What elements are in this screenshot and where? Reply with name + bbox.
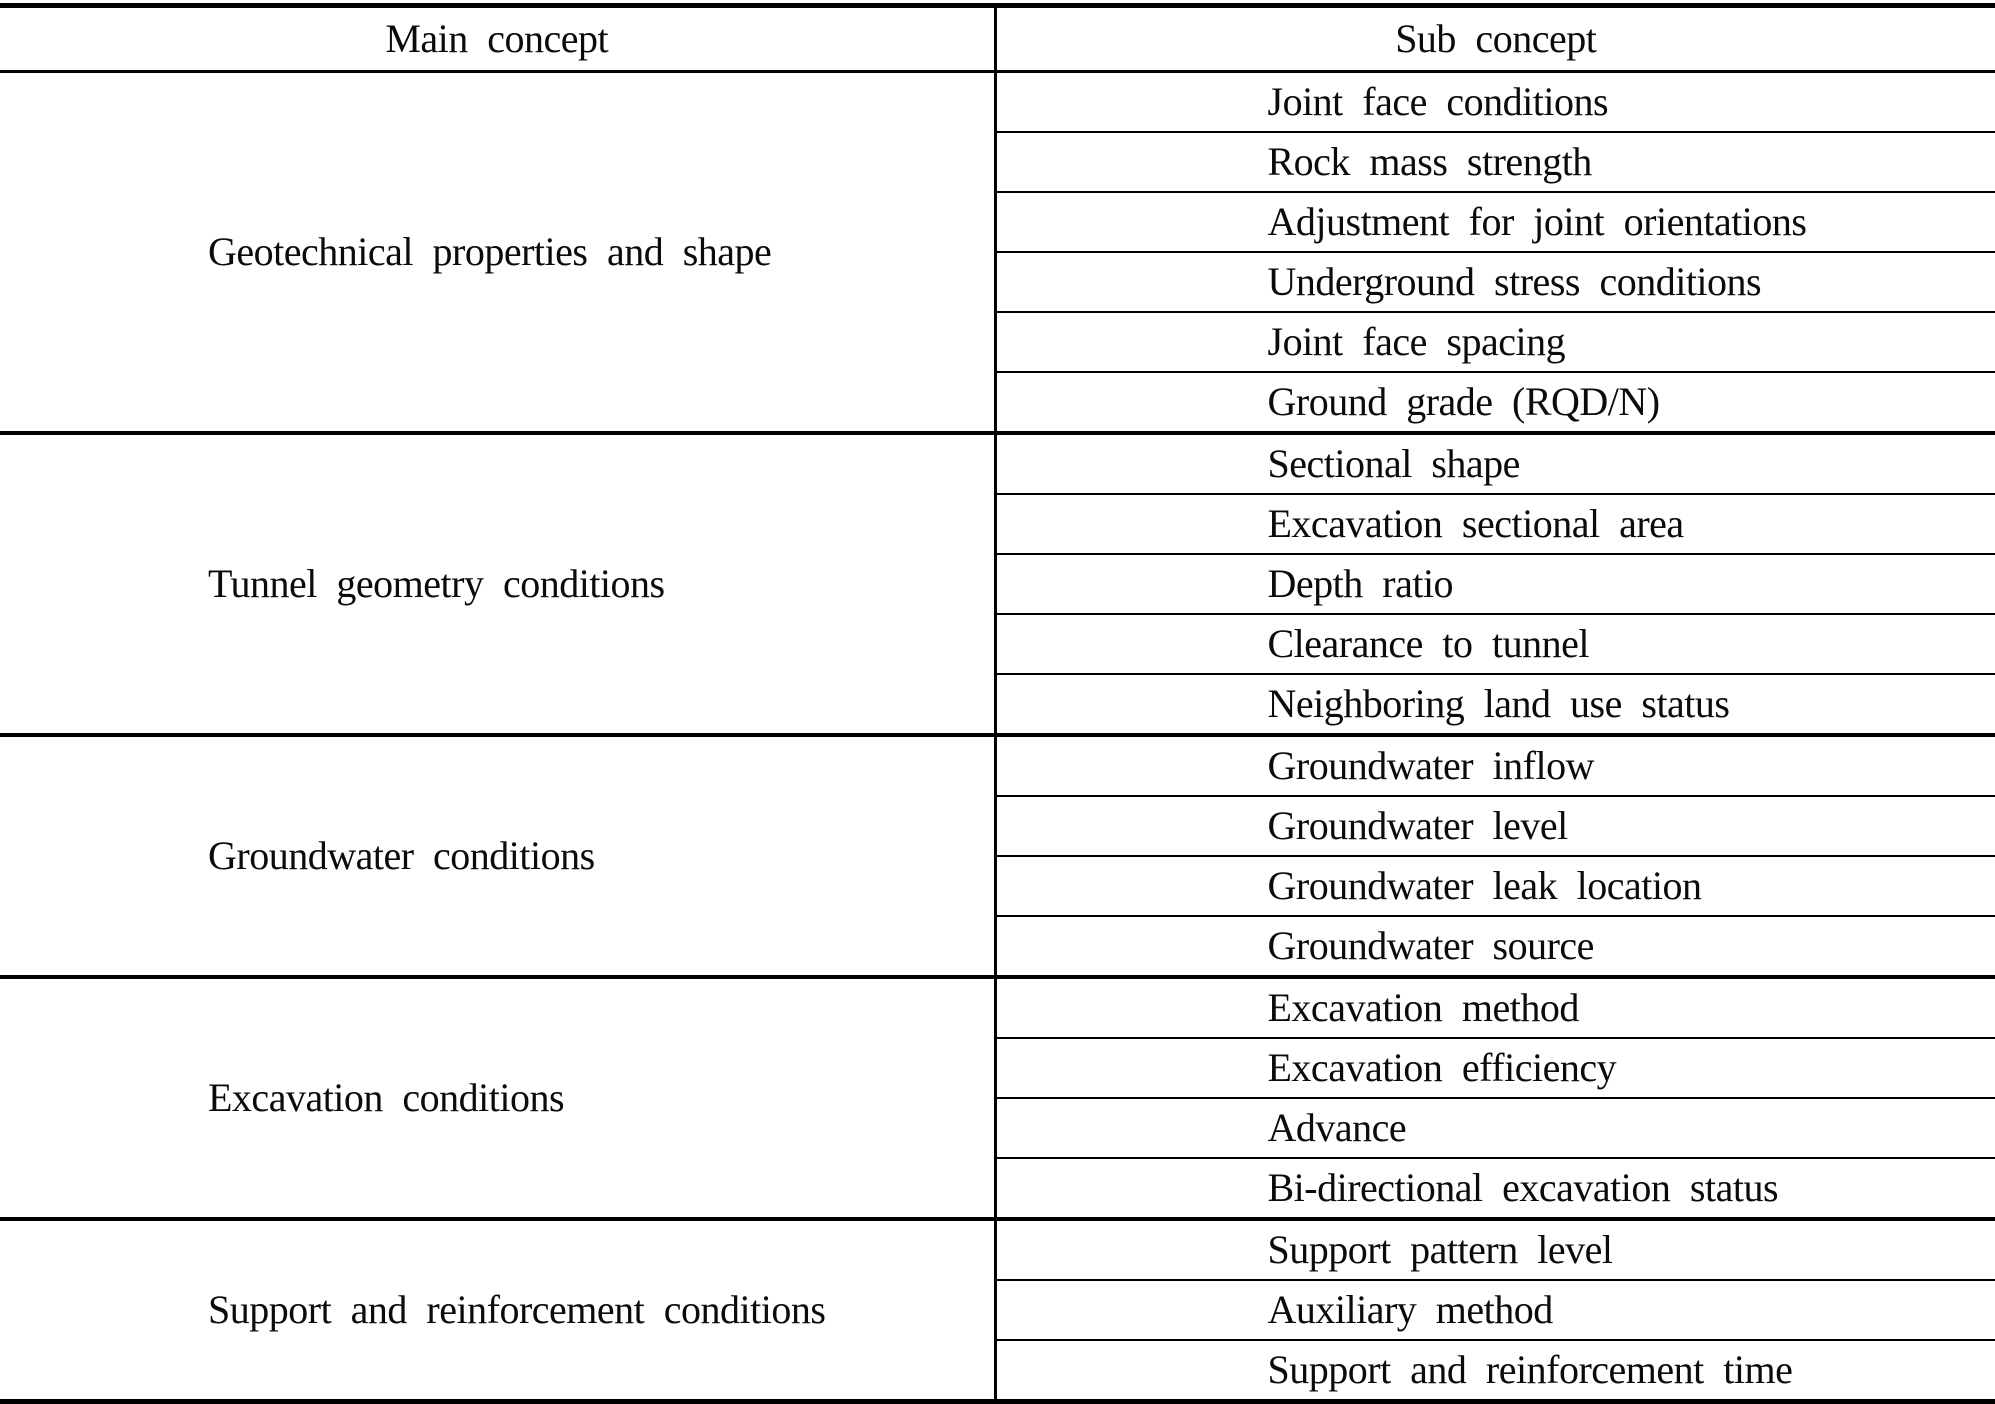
- sub-concept-cell: Groundwater leak location: [995, 856, 1995, 916]
- sub-concept-cell: Support pattern level: [995, 1219, 1995, 1280]
- sub-concept-cell: Ground grade (RQD/N): [995, 372, 1995, 433]
- column-header-main-concept: Main concept: [0, 6, 995, 72]
- table-row: [0, 72, 1995, 133]
- sub-concept-cell: Excavation sectional area: [995, 494, 1995, 554]
- main-concept-cell: Tunnel geometry conditions: [0, 433, 995, 735]
- table-row: [0, 433, 1995, 494]
- header-row: [0, 6, 1995, 72]
- sub-concept-cell: Groundwater inflow: [995, 735, 1995, 796]
- sub-concept-cell: Groundwater source: [995, 916, 1995, 977]
- sub-concept-cell: Joint face spacing: [995, 312, 1995, 372]
- sub-concept-cell: Auxiliary method: [995, 1280, 1995, 1340]
- column-header-sub-concept: Sub concept: [995, 6, 1995, 72]
- sub-concept-cell: Sectional shape: [995, 433, 1995, 494]
- main-concept-cell: Excavation conditions: [0, 977, 995, 1219]
- sub-concept-cell: Excavation method: [995, 977, 1995, 1038]
- sub-concept-cell: Rock mass strength: [995, 132, 1995, 192]
- sub-concept-cell: Excavation efficiency: [995, 1038, 1995, 1098]
- concept-table-body: [0, 72, 1995, 1402]
- sub-concept-cell: Clearance to tunnel: [995, 614, 1995, 674]
- sub-concept-cell: Depth ratio: [995, 554, 1995, 614]
- sub-concept-cell: Adjustment for joint orientations: [995, 192, 1995, 252]
- table-row: [0, 1219, 1995, 1280]
- concept-table: [0, 3, 1995, 1404]
- main-concept-cell: Geotechnical properties and shape: [0, 72, 995, 434]
- sub-concept-cell: Bi-directional excavation status: [995, 1158, 1995, 1219]
- sub-concept-cell: Underground stress conditions: [995, 252, 1995, 312]
- table-row: [0, 977, 1995, 1038]
- table-row: [0, 735, 1995, 796]
- sub-concept-cell: Support and reinforcement time: [995, 1340, 1995, 1402]
- sub-concept-cell: Groundwater level: [995, 796, 1995, 856]
- sub-concept-cell: Neighboring land use status: [995, 674, 1995, 735]
- main-concept-cell: Groundwater conditions: [0, 735, 995, 977]
- sub-concept-cell: Joint face conditions: [995, 72, 1995, 133]
- sub-concept-cell: Advance: [995, 1098, 1995, 1158]
- main-concept-cell: Support and reinforcement conditions: [0, 1219, 995, 1402]
